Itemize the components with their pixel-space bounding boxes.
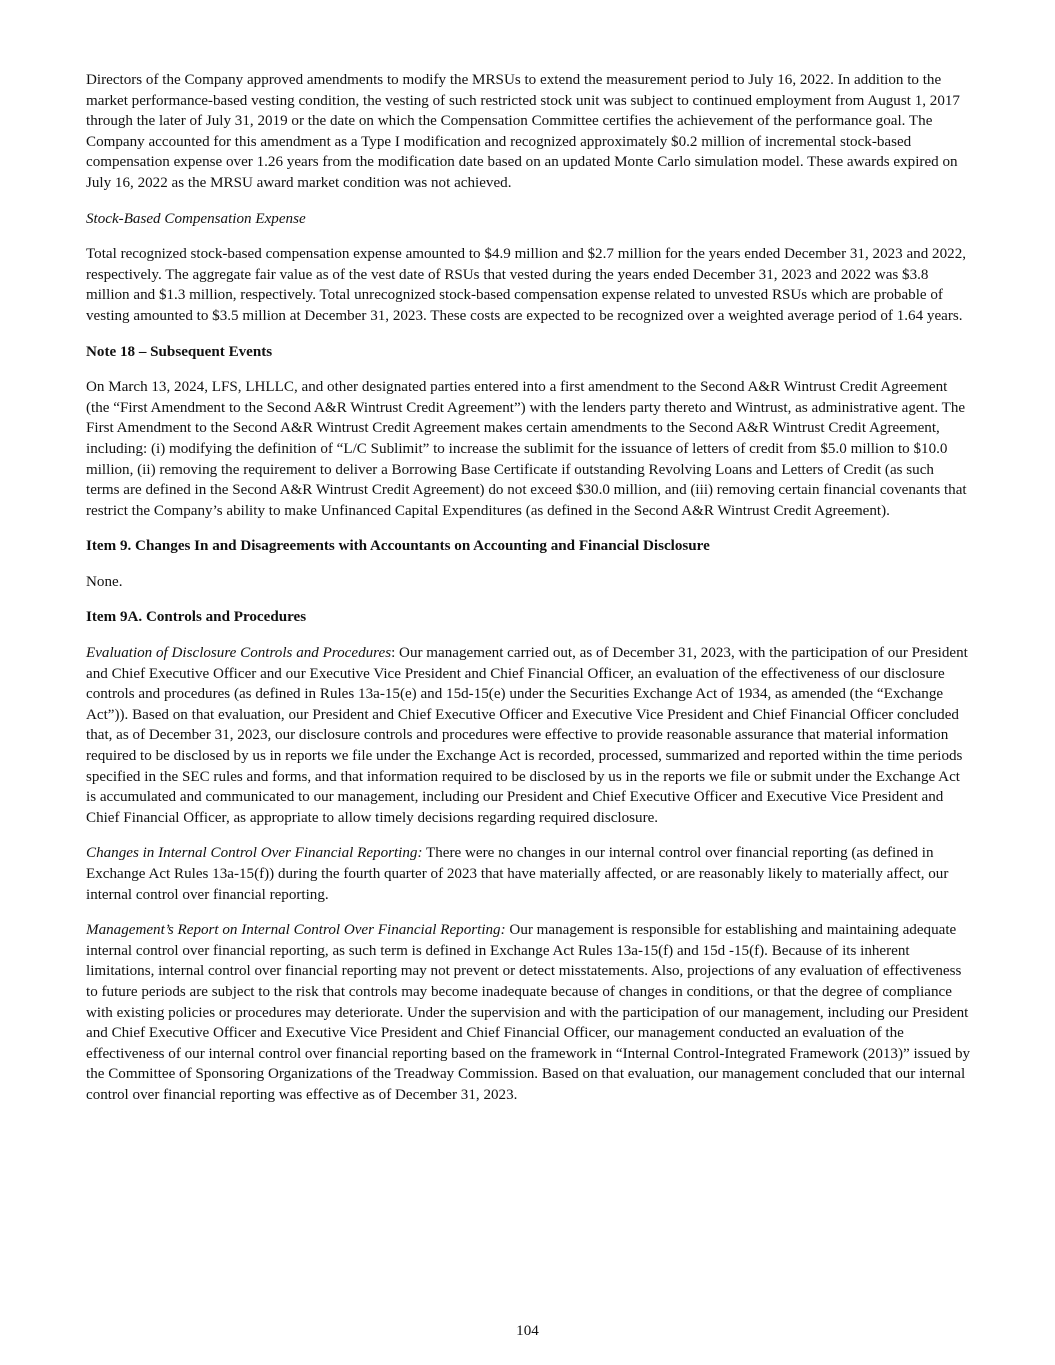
item-9a-heading: Item 9A. Controls and Procedures xyxy=(86,609,307,626)
changes-internal-control-text: There were no changes in our internal control over financial reporting (as defined in Exchange Act Rules 13a-15(f)) during the fourth quarter of 2023 that have materially affected, or are reasonably likely to materially affect, our internal control over financial reporting. xyxy=(86,845,949,903)
stock-based-compensation-heading: Stock-Based Compensation Expense xyxy=(86,210,306,227)
evaluation-disclosure-label: Evaluation of Disclosure Controls and Procedures xyxy=(86,645,392,662)
mrsu-amendment-paragraph: Directors of the Company approved amendments to modify the MRSUs to extend the measurement period to July 16, 2022. In addition to the market performance-based vesting condition, the vesting of such restricted stock unit was subject to continued employment from August 1, 2017 through the later of July 31, 2019 or the date on which the Compensation Committee certifies the achievement of the performance goal. The Company accounted for this amendment as a Type I modification and recognized approximately $0.2 million of incremental stock-based compensation expense over 1.26 years from the modification date based on an updated Monte Carlo simulation model. These awards expired on July 16, 2022 as the MRSU award market condition was not achieved. xyxy=(86,72,960,191)
note-18-paragraph: On March 13, 2024, LFS, LHLLC, and other designated parties entered into a first amendment to the Second A&R Wintrust Credit Agreement (the “First Amendment to the Second A&R Wintrust Credit Agreement”) with the lenders party thereto and Wintrust, as administrative agent. The First Amendment to the Second A&R Wintrust Credit Agreement makes certain amendments to the Second A&R Wintrust Credit Agreement, including: (i) modifying the definition of “L/C Sublimit” to increase the sublimit for the issuance of letters of credit from $5.0 million to $10.0 million, (ii) removing the requirement to deliver a Borrowing Base Certificate if outstanding Revolving Loans and Letters of Credit (as such terms are defined in the Second A&R Wintrust Credit Agreement) do not exceed $30.0 million, and (iii) removing certain financial covenants that restrict the Company’s ability to make Unfinanced Capital Expenditures (as defined in the Second A&R Wintrust Credit Agreement). xyxy=(86,379,967,519)
changes-internal-control-label: Changes in Internal Control Over Financial Reporting: xyxy=(86,845,423,862)
management-report-text: Our management is responsible for establishing and maintaining adequate internal control over financial reporting, as such term is defined in Exchange Act Rules 13a-15(f) and 15d -15(f). Because of its inherent limitations, internal control over financial reporting may not prevent or detect misstatements. Also, projections of any evaluation of effectiveness to future periods are subject to the risk that controls may become inadequate because of changes in conditions, or that the degree of compliance with existing policies or procedures may deteriorate. Under the supervision and with the participation of our management, including our President and Chief Executive Officer and Executive Vice President and Chief Financial Officer, our management conducted an evaluation of the effectiveness of our internal control over financial reporting based on the framework in “Internal Control-Integrated Framework (2013)” issued by the Committee of Sponsoring Organizations of the Treadway Commission. Based on that evaluation, our management concluded that our internal control over financial reporting was effective as of December 31, 2023. xyxy=(86,922,971,1103)
management-report-paragraph xyxy=(86,920,971,1105)
stock-based-compensation-paragraph: Total recognized stock-based compensation expense amounted to $4.9 million and $2.7 million for the years ended December 31, 2023 and 2022, respectively. The aggregate fair value as of the vest date of RSUs that vested during the years ended December 31, 2023 and 2022 was $3.8 million and $1.3 million, respectively. Total unrecognized stock-based compensation expense related to unvested RSUs which are probable of vesting amounted to $3.5 million at December 31, 2023. These costs are expected to be recognized over a weighted average period of 1.64 years. xyxy=(86,246,967,324)
item-9-heading: Item 9. Changes In and Disagreements with Accountants on Accounting and Financial Disclosure xyxy=(86,538,710,555)
document-page xyxy=(86,70,971,1121)
evaluation-disclosure-text: : Our management carried out, as of December 31, 2023, with the participation of our President and Chief Executive Officer and our Executive Vice President and Chief Financial Officer, an evaluation of the effectiveness of our disclosure controls and procedures (as defined in Rules 13a-15(e) and 15d-15(e) under the Securities Exchange Act of 1934, as amended (the “Exchange Act”)). Based on that evaluation, our President and Chief Executive Officer and Executive Vice President and Chief Financial Officer concluded that, as of December 31, 2023, our disclosure controls and procedures were effective to provide reasonable assurance that material information required to be disclosed by us in reports we file under the Exchange Act is recorded, processed, summarized and reported within the time periods specified in the SEC rules and forms, and that information required to be disclosed by us in the reports we file or submit under the Exchange Act is accumulated and communicated to our management, including our President and Chief Executive Officer and Executive Vice President and Chief Financial Officer, as appropriate to allow timely decisions regarding required disclosure. xyxy=(86,645,968,826)
item-9-paragraph: None. xyxy=(86,573,123,590)
management-report-label: Management’s Report on Internal Control Over Financial Reporting: xyxy=(86,922,506,939)
evaluation-disclosure-paragraph xyxy=(86,643,971,828)
note-18-heading: Note 18 – Subsequent Events xyxy=(86,343,273,360)
page-number: 104 xyxy=(516,1323,539,1339)
changes-internal-control-paragraph xyxy=(86,843,971,905)
